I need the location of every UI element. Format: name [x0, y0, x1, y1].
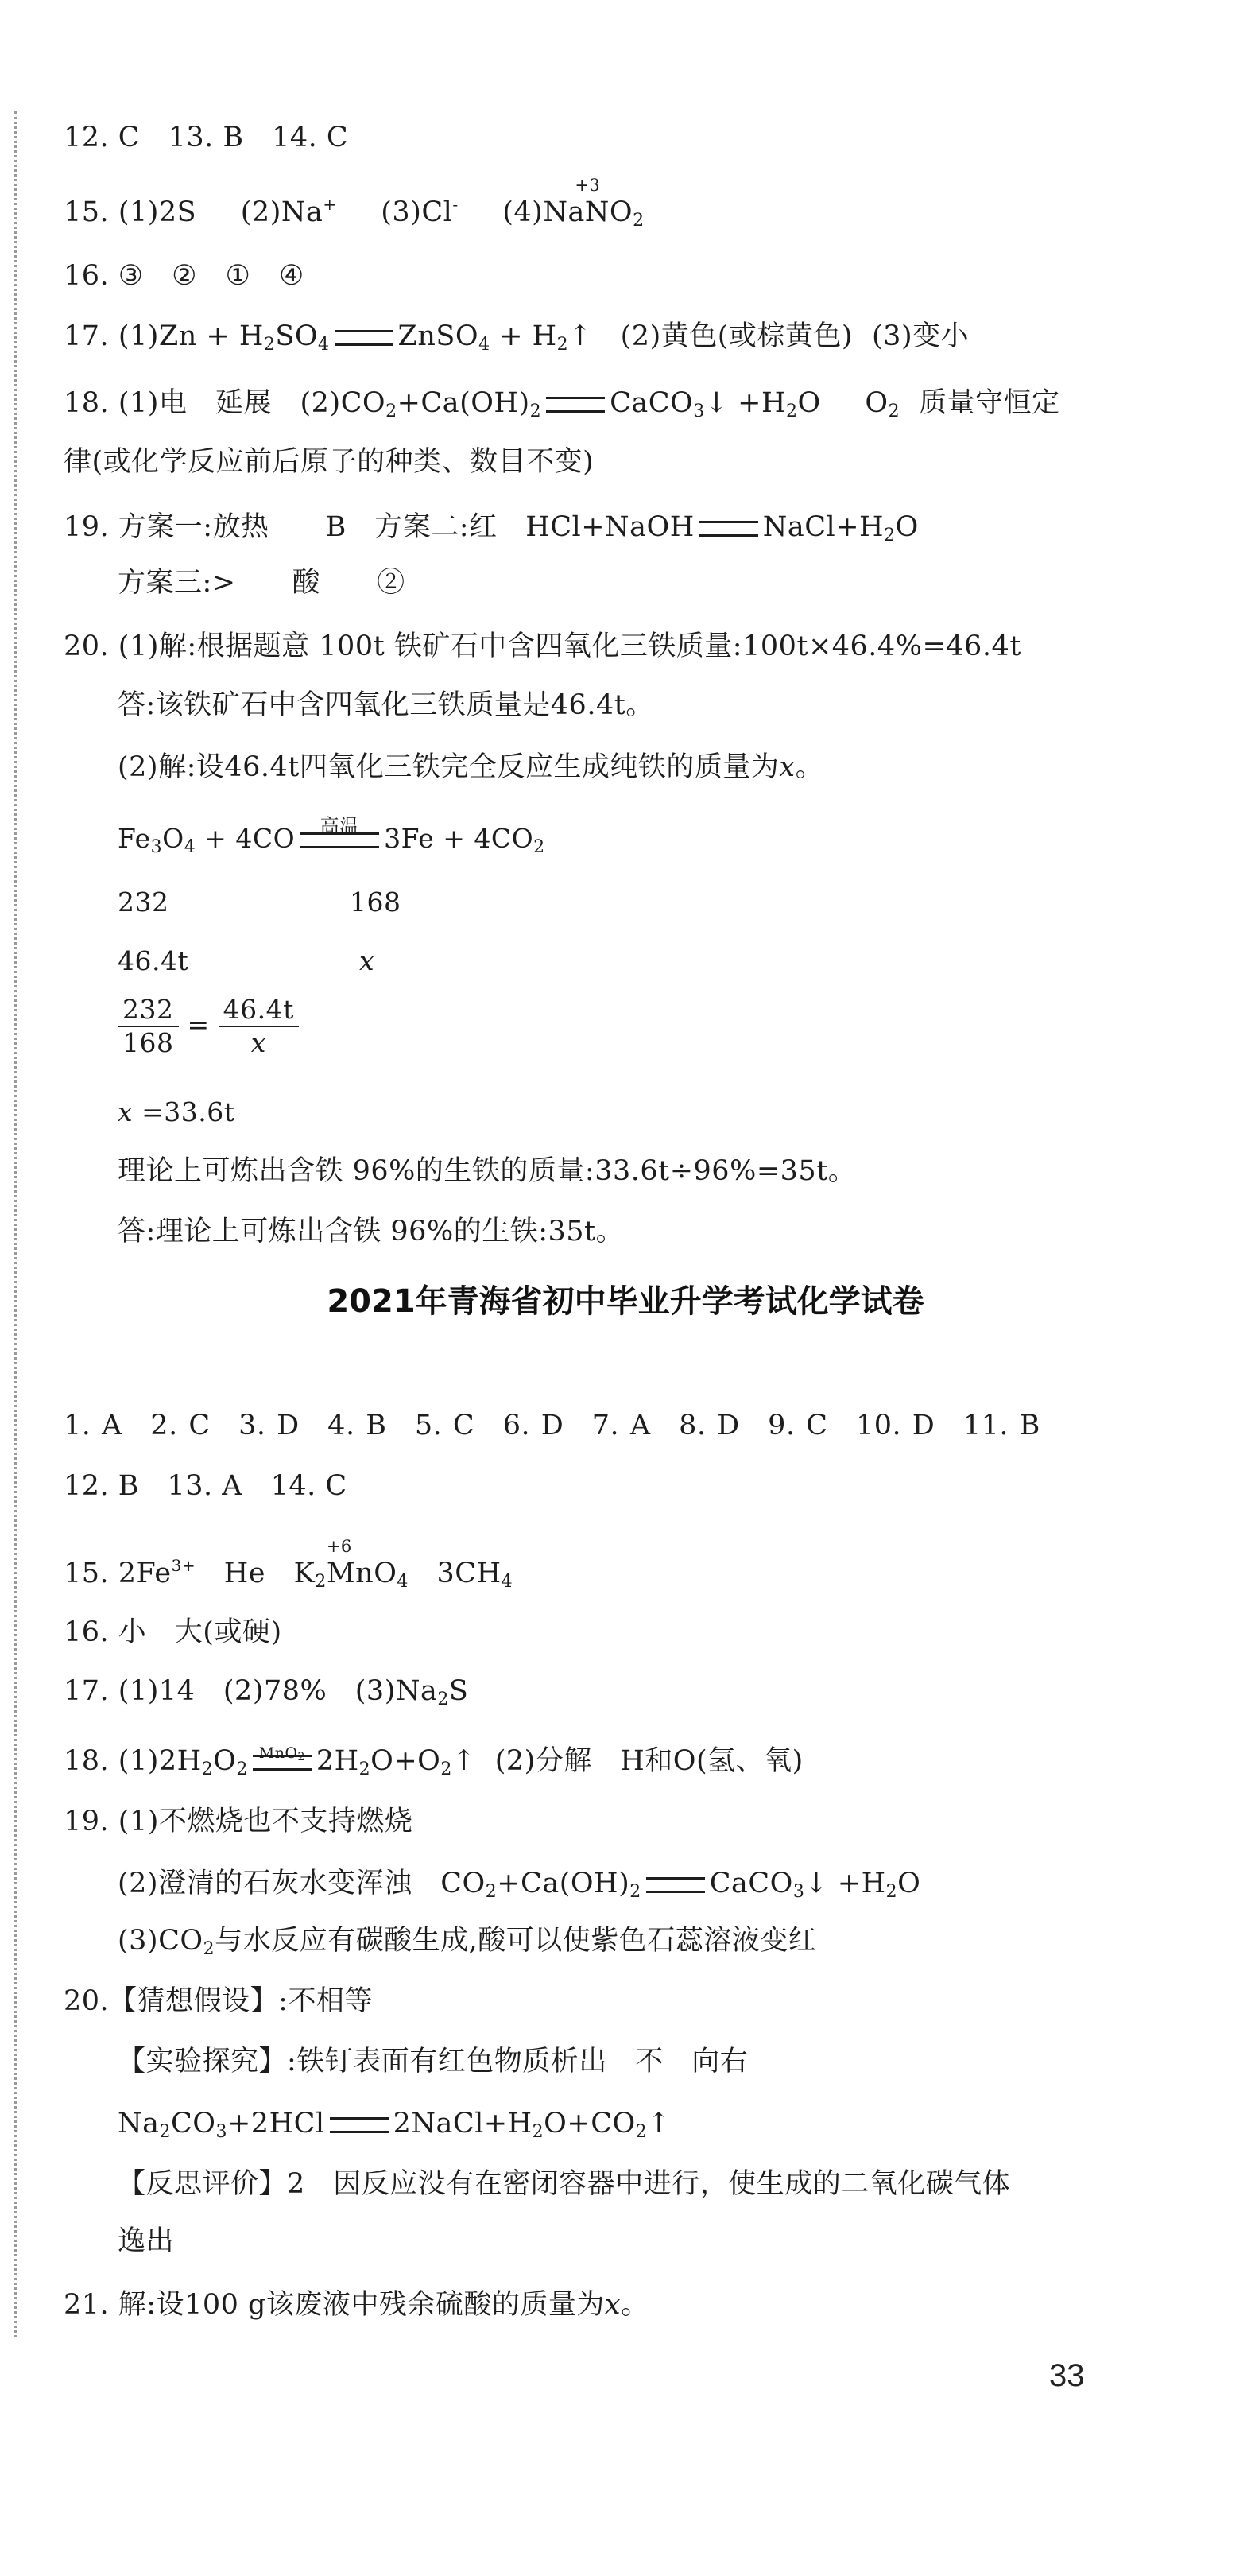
- answer-line-20-2: 【实验探究】:铁钉表面有红色物质析出 不 向右: [118, 2046, 749, 2077]
- exam-title: 2021年青海省初中毕业升学考试化学试卷: [327, 1283, 924, 1320]
- answer-line-19-1: 19. (1)不燃烧也不支持燃烧: [64, 1806, 413, 1837]
- proportion-fraction: $\frac{232}{168}$ = $\frac{46.4t}{x}$: [118, 994, 299, 1059]
- binding-margin: [14, 111, 17, 2337]
- answer-line-19-3: $(3)CO_2$与水反应有碳酸生成,酸可以使紫色石蕊溶液变红: [118, 1925, 817, 1959]
- answer-line-19-cont: 方案三:> 酸 ②: [118, 567, 405, 599]
- ratio-row-1: 232 168: [118, 886, 401, 918]
- ratio-row-2: 46.4t x: [118, 945, 375, 976]
- answer-line-20-5: 逸出: [118, 2225, 175, 2257]
- answer-line-16: 16. 小 大(或硬): [64, 1616, 282, 1648]
- chemical-equation: $Fe_3O_4 + 4CO$ 高温 $3Fe + 4CO_2$: [118, 815, 545, 857]
- answer-line-16: 16. ③ ② ① ④: [64, 260, 304, 292]
- answer-line-17: 17. (1)14 (2)78% $(3)Na_2S$: [64, 1675, 469, 1709]
- answer-line-21: 21. 解:设100 g该废液中残余硫酸的质量为x。: [64, 2289, 649, 2321]
- answer-line-15: 15. (1)2S (2)Na+ (3)Cl- (4) +3 NaNO$_2$: [64, 176, 645, 231]
- page-number: 33: [1049, 2358, 1085, 2393]
- answer-line-20-5: 答:理论上可炼出含铁 96%的生铁:35t。: [118, 1216, 625, 1247]
- answer-line-20-2: 答:该铁矿石中含四氧化三铁质量是46.4t。: [118, 689, 654, 721]
- answer-line-15: 15. $2Fe^{3+}$ He $K_2$ +6 MnO$_4$ $3CH_4$: [64, 1537, 513, 1592]
- answer-line-20-1: 20. (1)解:根据题意 100t 铁矿石中含四氧化三铁质量:100t×46.4%=46.4t: [64, 630, 1021, 662]
- answer-line-19-2: (2)澄清的石灰水变浑浊 $CO_2+Ca(OH)_2$ CaCO$_3$↓ $+H_2O$: [118, 1868, 921, 1902]
- answer-line-20-4: 【反思评价】2 因反应没有在密闭容器中进行，使生成的二氧化碳气体: [118, 2168, 1011, 2200]
- answer-line-18: 18. $(1)2H_2O_2$ MnO$_2$ $2H_2O+O_2↑$ (2)分解 H和O(氢、氧): [64, 1744, 804, 1779]
- answer-line-20-4: 理论上可炼出含铁 96%的生铁的质量:33.6t÷96%=35t。: [118, 1155, 857, 1187]
- answer-line-17: 17. $(1)Zn + H_2SO_4$ ZnSO$_4$ + $H_2↑$ (2)黄色(或棕黄色) (3)变小: [64, 320, 970, 355]
- answer-line-20-3: $Na_2CO_3+2HCl$ $2NaCl+H_2O+CO_2↑$: [118, 2108, 671, 2142]
- answer-line-20-3: (2)解:设46.4t四氧化三铁完全反应生成纯铁的质量为x。: [118, 751, 824, 783]
- answer-line-18: 18. (1)电 延展 $(2)CO_2+Ca(OH)_2$ CaCO$_3$↓ $+H_2O$ $O_2$ 质量守恒定: [64, 387, 1060, 421]
- answer-line-12-14: 12. B 13. A 14. C: [64, 1470, 347, 1502]
- answer-line-20-1: 20.【猜想假设】:不相等: [64, 1985, 373, 2017]
- answer-line-12-14: 12. C 13. B 14. C: [64, 122, 349, 153]
- answer-line-1-11: 1. A 2. C 3. D 4. B 5. C 6. D 7. A 8. D 9. C 10. D 11. B: [64, 1410, 1040, 1441]
- answer-line-18-cont: 律(或化学反应前后原子的种类、数目不变): [64, 446, 595, 478]
- result-x: x =33.6t: [118, 1096, 235, 1127]
- answer-line-19: 19. 方案一:放热 B 方案二:红 HCl+NaOH $NaCl+H_2O$: [64, 511, 919, 545]
